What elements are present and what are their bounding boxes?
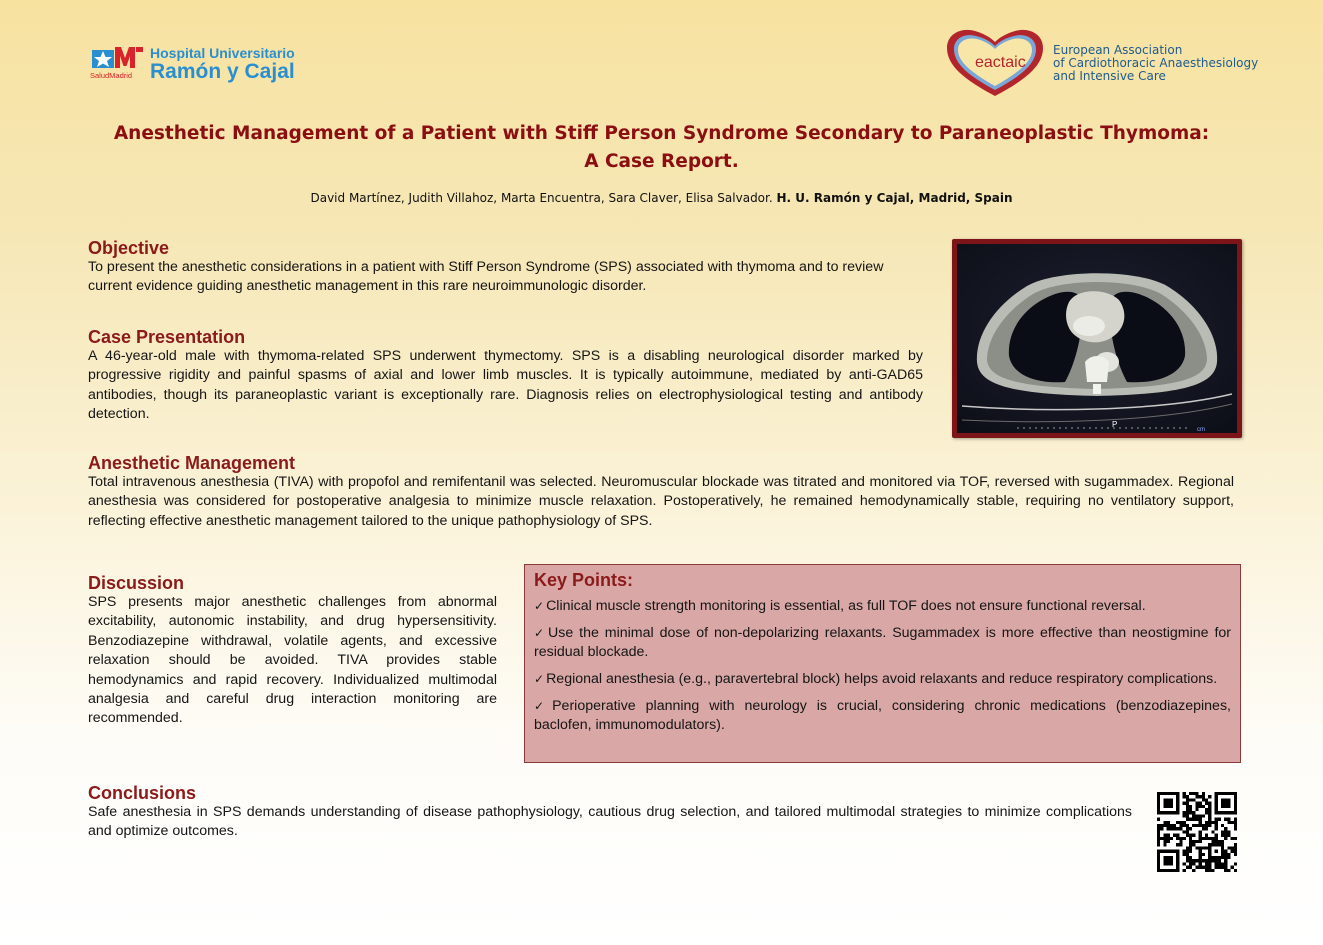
qr-module [1186, 814, 1189, 817]
qr-module [1199, 859, 1202, 862]
section-conclusions [88, 783, 1132, 842]
qr-module [1208, 795, 1211, 798]
qr-module [1199, 802, 1202, 805]
qr-module [1189, 827, 1192, 830]
qr-module [1186, 802, 1189, 805]
qr-module [1199, 846, 1202, 849]
qr-module [1167, 834, 1170, 837]
qr-module [1195, 859, 1198, 862]
qr-module [1199, 856, 1202, 859]
qr-module [1224, 850, 1227, 853]
qr-module [1205, 802, 1208, 805]
key-point-item [534, 670, 1231, 689]
check-icon: ✓ [534, 626, 547, 640]
qr-module [1163, 843, 1166, 846]
qr-module [1234, 821, 1237, 824]
qr-module [1183, 837, 1186, 840]
qr-module [1215, 837, 1218, 840]
qr-module [1189, 862, 1192, 865]
qr-module [1160, 827, 1163, 830]
qr-module [1224, 869, 1227, 872]
qr-module [1192, 843, 1195, 846]
qr-module [1234, 853, 1237, 856]
qr-module [1199, 862, 1202, 865]
qr-module [1167, 837, 1170, 840]
qr-module [1167, 824, 1170, 827]
qr-module [1163, 834, 1166, 837]
qr-module [1195, 805, 1198, 808]
key-point-text: Clinical muscle strength monitoring is essential, as full TOF does not ensure functional reversal. [546, 598, 1146, 614]
eactaic-logo [945, 28, 1259, 98]
qr-module [1202, 837, 1205, 840]
qr-module [1227, 856, 1230, 859]
management-text: Total intravenous anesthesia (TIVA) with propofol and remifentanil was selected. Neuromuscular blockade was titrated and monitored via TOF, reversed with sugammadex. Regional anesthesia was considered for postoperative analgesia to minimize muscle relaxation. Postoperatively, he remained hemodynamically stable, requiring no ventilatory support, reflecting effective anesthetic management tailored to the unique pathophysiology of SPS. [88, 474, 1234, 529]
qr-module [1186, 850, 1189, 853]
qr-module [1195, 840, 1198, 843]
qr-module [1170, 827, 1173, 830]
qr-module [1195, 795, 1198, 798]
qr-module [1195, 808, 1198, 811]
qr-module [1234, 850, 1237, 853]
key-point-item [534, 624, 1231, 662]
qr-module [1192, 818, 1195, 821]
key-point-text: Perioperative planning with neurology is crucial, considering chronic medications (benzodiazepines, baclofen, immunomodulators). [534, 698, 1231, 733]
qr-module [1234, 869, 1237, 872]
qr-module [1186, 859, 1189, 862]
qr-module [1183, 795, 1186, 798]
qr-module [1195, 846, 1198, 849]
society-name [1053, 44, 1258, 83]
case-heading: Case Presentation [88, 327, 246, 347]
qr-module [1227, 818, 1230, 821]
qr-module [1199, 837, 1202, 840]
qr-module [1202, 846, 1205, 849]
qr-module [1183, 824, 1186, 827]
qr-module [1208, 818, 1211, 821]
qr-module [1215, 840, 1218, 843]
key-point-text: Use the minimal dose of non-depolarizing relaxants. Sugammadex is more effective than neostigmine for residual blockade. [534, 625, 1231, 660]
qr-module [1189, 818, 1192, 821]
qr-module [1157, 824, 1160, 827]
qr-module [1221, 840, 1224, 843]
qr-module [1157, 843, 1160, 846]
discussion-heading: Discussion [88, 573, 185, 593]
qr-module [1160, 837, 1163, 840]
authors [60, 191, 1263, 205]
qr-module [1186, 834, 1189, 837]
qr-module [1186, 818, 1189, 821]
qr-module [1189, 843, 1192, 846]
qr-module [1176, 843, 1179, 846]
qr-module [1189, 837, 1192, 840]
title-line2: A Case Report. [584, 151, 739, 172]
qr-module [1215, 850, 1218, 853]
society-name-line1: European Association [1053, 43, 1183, 57]
qr-module [1215, 834, 1218, 837]
qr-module [1173, 834, 1176, 837]
check-icon: ✓ [534, 599, 545, 613]
check-icon: ✓ [534, 699, 551, 713]
hospital-name-line2: Ramón y Cajal [150, 60, 295, 83]
qr-module [1199, 830, 1202, 833]
qr-module [1199, 866, 1202, 869]
qr-module [1221, 866, 1224, 869]
salud-madrid-logo-icon [90, 44, 148, 72]
qr-module [1176, 834, 1179, 837]
qr-module [1186, 866, 1189, 869]
qr-module [1186, 853, 1189, 856]
qr-module [1189, 798, 1192, 801]
qr-module [1234, 843, 1237, 846]
qr-module [1231, 821, 1234, 824]
qr-code[interactable] [1157, 792, 1237, 872]
qr-module [1167, 840, 1170, 843]
qr-module [1202, 824, 1205, 827]
qr-module [1199, 821, 1202, 824]
qr-module [1176, 821, 1179, 824]
qr-module [1231, 837, 1234, 840]
qr-module [1192, 862, 1195, 865]
qr-module [1215, 859, 1218, 862]
qr-module [1234, 818, 1237, 821]
qr-module [1186, 846, 1189, 849]
qr-module [1205, 827, 1208, 830]
hospital-name-line1: Hospital Universitario [150, 45, 295, 61]
qr-module [1208, 802, 1211, 805]
key-points-box [524, 564, 1241, 763]
qr-module [1215, 821, 1218, 824]
qr-module [1208, 837, 1211, 840]
qr-module [1179, 827, 1182, 830]
section-discussion [88, 573, 497, 729]
qr-module [1186, 811, 1189, 814]
management-heading: Anesthetic Management [88, 453, 296, 473]
qr-module [1205, 811, 1208, 814]
poster-title [60, 120, 1263, 176]
qr-module [1208, 859, 1211, 862]
qr-module [1199, 814, 1202, 817]
qr-module [1205, 824, 1208, 827]
qr-module [1157, 818, 1160, 821]
qr-module [1208, 808, 1211, 811]
qr-module [1231, 850, 1234, 853]
qr-module [1202, 798, 1205, 801]
qr-module [1163, 840, 1166, 843]
qr-module [1189, 834, 1192, 837]
qr-module [1224, 859, 1227, 862]
qr-module [1186, 830, 1189, 833]
qr-module [1202, 853, 1205, 856]
qr-module [1195, 818, 1198, 821]
qr-module [1215, 818, 1218, 821]
qr-module [1208, 821, 1211, 824]
qr-module [1224, 866, 1227, 869]
qr-module [1234, 862, 1237, 865]
qr-module [1170, 837, 1173, 840]
qr-module [1163, 798, 1173, 808]
section-anesthetic-management [88, 453, 1234, 531]
eactaic-wordmark: eactaic [975, 54, 1026, 71]
objective-text: To present the anesthetic considerations in a patient with Stiff Person Syndrome (SPS) associated with thymoma and to review current evidence guiding anesthetic management in this rare neuroimmunologic disorder. [88, 259, 884, 295]
qr-module [1189, 850, 1192, 853]
qr-module [1199, 853, 1202, 856]
qr-module [1202, 792, 1205, 795]
qr-module [1221, 824, 1224, 827]
qr-module [1192, 798, 1195, 801]
section-case-presentation [88, 327, 923, 425]
qr-module [1157, 827, 1160, 830]
qr-module [1211, 859, 1214, 862]
qr-module [1167, 821, 1170, 824]
qr-module [1186, 827, 1189, 830]
ct-scale-unit: cm [1197, 427, 1205, 433]
qr-module [1189, 846, 1192, 849]
qr-module [1227, 846, 1230, 849]
qr-module [1202, 859, 1205, 862]
qr-module [1192, 869, 1195, 872]
qr-module [1224, 834, 1227, 837]
qr-module [1186, 856, 1189, 859]
qr-module [1183, 821, 1186, 824]
qr-module [1189, 866, 1192, 869]
qr-module [1221, 834, 1224, 837]
qr-module [1183, 869, 1186, 872]
qr-module [1224, 837, 1227, 840]
qr-module [1218, 859, 1221, 862]
qr-module [1218, 818, 1221, 821]
qr-module [1199, 795, 1202, 798]
qr-module [1189, 805, 1192, 808]
key-point-item [534, 597, 1231, 616]
qr-module [1208, 862, 1211, 865]
qr-module [1199, 834, 1202, 837]
qr-module [1189, 792, 1192, 795]
qr-module [1224, 853, 1227, 856]
check-icon: ✓ [534, 672, 545, 686]
qr-module [1211, 830, 1214, 833]
qr-module [1160, 824, 1163, 827]
qr-module [1231, 866, 1234, 869]
qr-module [1211, 840, 1214, 843]
qr-module [1189, 840, 1192, 843]
qr-module [1170, 824, 1173, 827]
qr-module [1179, 821, 1182, 824]
qr-module [1202, 866, 1205, 869]
qr-module [1208, 811, 1211, 814]
qr-module [1199, 824, 1202, 827]
qr-module [1208, 814, 1211, 817]
qr-module [1208, 805, 1211, 808]
qr-module [1215, 866, 1218, 869]
qr-module [1224, 818, 1227, 821]
qr-module [1173, 827, 1176, 830]
qr-module [1234, 837, 1237, 840]
qr-module [1183, 792, 1186, 795]
qr-module [1186, 798, 1189, 801]
key-points-heading: Key Points: [534, 570, 634, 590]
author-names: David Martínez, Judith Villahoz, Marta Encuentra, Sara Claver, Elisa Salvador. [310, 191, 773, 205]
qr-module [1208, 866, 1211, 869]
qr-module [1227, 853, 1230, 856]
qr-module [1208, 824, 1211, 827]
qr-module [1227, 821, 1230, 824]
hospital-logo [90, 44, 300, 84]
society-name-line3: and Intensive Care [1053, 69, 1166, 83]
qr-module [1189, 811, 1192, 814]
qr-module [1195, 792, 1198, 795]
qr-module [1176, 827, 1179, 830]
qr-module [1221, 830, 1224, 833]
qr-module [1179, 837, 1182, 840]
qr-module [1186, 808, 1189, 811]
conclusions-text: Safe anesthesia in SPS demands understanding of disease pathophysiology, cautious drug selection, and tailored multimodal strategies to minimize complications and optimize outcomes. [88, 804, 1132, 840]
qr-module [1192, 834, 1195, 837]
qr-code-icon [1157, 792, 1237, 872]
qr-module [1183, 814, 1186, 817]
key-point-item [534, 697, 1231, 735]
qr-module [1215, 862, 1218, 865]
qr-module [1183, 862, 1186, 865]
qr-module [1157, 837, 1160, 840]
qr-module [1224, 862, 1227, 865]
qr-module [1195, 802, 1198, 805]
qr-module [1195, 866, 1198, 869]
qr-module [1183, 853, 1186, 856]
ct-scan-icon [957, 244, 1237, 433]
key-point-text: Regional anesthesia (e.g., paravertebral block) helps avoid relaxants and reduce respiratory complications. [546, 671, 1218, 687]
qr-module [1189, 859, 1192, 862]
qr-module [1186, 795, 1189, 798]
ct-scan-image [952, 239, 1242, 438]
case-text: A 46-year-old male with thymoma-related SPS underwent thymectomy. SPS is a disabling neurological disorder marked by progressive rigidity and painful spasms of axial and lower limb muscles. It is typically autoimmune, mediated by anti-GAD65 antibodies, though its paraneoplastic variant is exceptionally rare. Diagnosis relies on electrophysiological testing and antibody detection. [88, 348, 923, 423]
qr-module [1205, 834, 1208, 837]
qr-module [1157, 840, 1160, 843]
qr-module [1218, 840, 1221, 843]
qr-module [1234, 846, 1237, 849]
qr-module [1192, 792, 1195, 795]
section-objective [88, 238, 924, 297]
qr-module [1173, 824, 1176, 827]
qr-module [1163, 856, 1173, 866]
qr-module [1227, 869, 1230, 872]
qr-module [1183, 811, 1186, 814]
qr-module [1205, 798, 1208, 801]
qr-module [1167, 827, 1170, 830]
qr-module [1211, 821, 1214, 824]
qr-module [1215, 824, 1218, 827]
qr-module [1189, 808, 1192, 811]
qr-module [1192, 840, 1195, 843]
qr-module [1227, 830, 1230, 833]
qr-module [1205, 869, 1208, 872]
qr-module [1218, 866, 1221, 869]
qr-module [1205, 859, 1208, 862]
qr-module [1179, 843, 1182, 846]
affiliation: H. U. Ramón y Cajal, Madrid, Spain [776, 191, 1013, 205]
qr-module [1157, 834, 1160, 837]
qr-module [1199, 850, 1202, 853]
qr-module [1195, 824, 1198, 827]
qr-module [1205, 862, 1208, 865]
qr-module [1192, 814, 1195, 817]
qr-module [1205, 837, 1208, 840]
qr-module [1205, 808, 1208, 811]
qr-module [1202, 795, 1205, 798]
qr-module [1163, 824, 1166, 827]
ct-marker: P [1112, 420, 1118, 429]
qr-module [1221, 862, 1224, 865]
qr-module [1163, 821, 1166, 824]
qr-module [1176, 837, 1179, 840]
qr-module [1199, 840, 1202, 843]
qr-module [1218, 862, 1221, 865]
qr-module [1205, 866, 1208, 869]
qr-module [1192, 811, 1195, 814]
discussion-text: SPS presents major anesthetic challenges from abnormal excitability, autonomic instability, and drug hypersensitivity. Benzodiazepine withdrawal, volatile agents, and excessive relaxation should be avoided. TIVA provides stable hemodynamics and rapid recovery. Individualized multimodal analgesia and careful drug interaction monitoring are recommended. [88, 594, 497, 727]
qr-module [1211, 837, 1214, 840]
qr-module [1234, 827, 1237, 830]
qr-module [1186, 824, 1189, 827]
qr-module [1224, 827, 1227, 830]
qr-module [1211, 869, 1214, 872]
qr-module [1205, 821, 1208, 824]
qr-module [1195, 814, 1198, 817]
qr-module [1192, 859, 1195, 862]
qr-module [1215, 827, 1218, 830]
qr-module [1183, 850, 1186, 853]
qr-module [1183, 802, 1186, 805]
qr-module [1221, 798, 1231, 808]
qr-module [1208, 869, 1211, 872]
qr-module [1234, 824, 1237, 827]
qr-module [1179, 824, 1182, 827]
qr-module [1202, 814, 1205, 817]
salud-madrid-text: SaludMadrid [90, 71, 133, 80]
qr-module [1192, 824, 1195, 827]
society-name-line2: of Cardiothoracic Anaesthesiology [1053, 56, 1259, 70]
qr-module [1199, 818, 1202, 821]
qr-module [1224, 856, 1227, 859]
qr-module [1183, 830, 1186, 833]
qr-module [1189, 856, 1192, 859]
qr-module [1186, 805, 1189, 808]
qr-module [1202, 805, 1205, 808]
conclusions-heading: Conclusions [88, 783, 197, 803]
qr-module [1231, 846, 1234, 849]
qr-module [1227, 834, 1230, 837]
objective-heading: Objective [88, 238, 170, 258]
qr-module [1205, 846, 1208, 849]
qr-module [1224, 830, 1227, 833]
qr-module [1163, 837, 1166, 840]
qr-module [1157, 830, 1160, 833]
title-line1: Anesthetic Management of a Patient with Stiff Person Syndrome Secondary to Paraneoplastic Thymoma: [113, 123, 1210, 144]
qr-module [1202, 827, 1205, 830]
qr-module [1199, 805, 1202, 808]
qr-module [1179, 840, 1182, 843]
